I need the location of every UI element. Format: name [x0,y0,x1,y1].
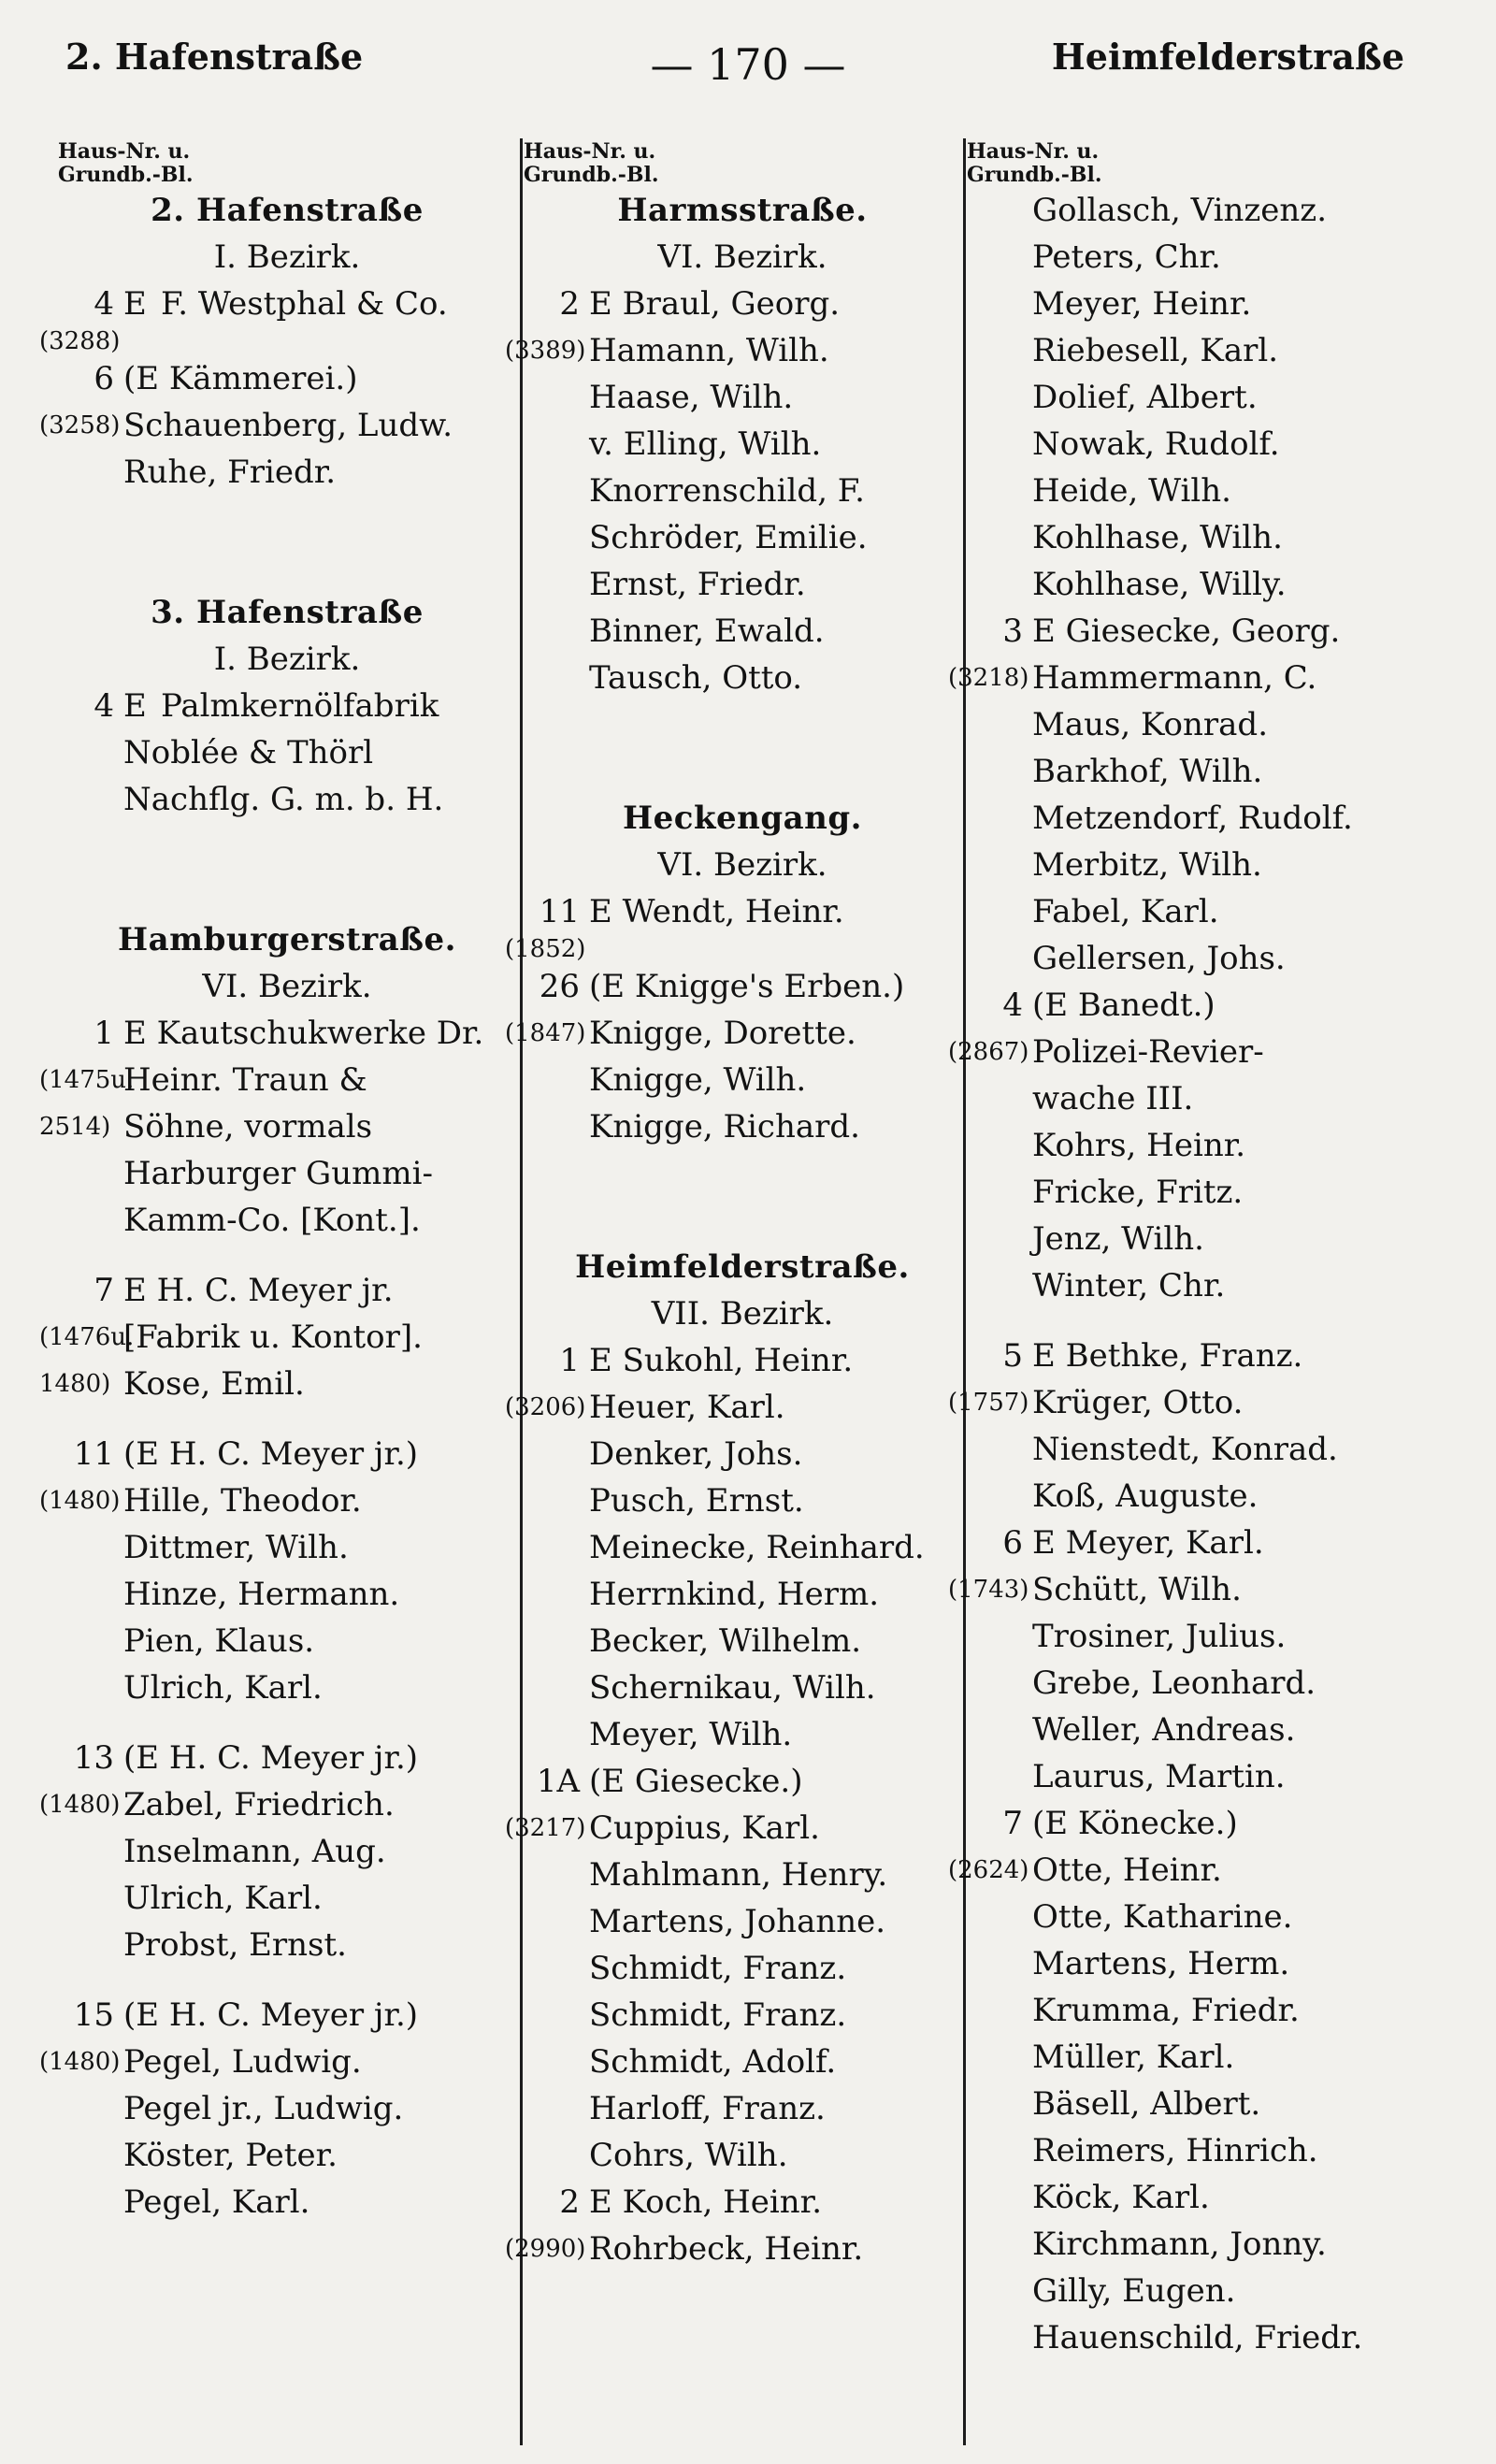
entry-line [524,281,961,327]
owner-name: E Meyer, Karl. [1032,1524,1264,1562]
resident-name: Palmkernölfabrik [161,687,439,725]
column-rule [963,138,966,2445]
entry-line [524,1524,961,1571]
column-3 [948,139,1462,2361]
district-heading: I. Bezirk. [213,641,361,678]
resident-name: Söhne, vormals [123,1108,373,1146]
register-number: (3389) [505,337,586,365]
entry-line [58,1875,516,1922]
entry-line [524,514,961,561]
entry-line [58,2179,516,2226]
column-heading-line: Haus-Nr. u. [967,139,1100,164]
entry-line [39,1057,516,1103]
entry-line [58,1524,516,1571]
owner-marker: E [123,285,147,323]
entry-line [58,2132,516,2179]
entry-line [524,1758,961,1805]
entry-line [58,1150,516,1197]
entry-line [58,1010,516,1057]
resident-name: Kamm-Co. [Kont.]. [123,1202,421,1239]
resident-name: Pien, Klaus. [123,1622,315,1660]
entry-line [948,655,1462,701]
register-number: (1743) [948,1576,1029,1604]
resident-name: Krumma, Friedr. [1032,1992,1300,2029]
resident-name: Schmidt, Adolf. [589,2043,837,2081]
entry-line [505,2226,961,2272]
entry-line [967,1333,1462,1379]
register-number: (1476u. [39,1323,135,1351]
entry-line [58,1992,516,2039]
entry-line [524,1852,961,1898]
entry-line [58,1431,516,1477]
entry-line [948,1379,1462,1426]
entry-line [58,1922,516,1968]
entry-line [524,1945,961,1992]
resident-name: Nienstedt, Konrad. [1032,1431,1338,1468]
resident-name: Hille, Theodor. [123,1482,362,1520]
entry-line [39,1781,516,1828]
house-number: 7 [94,1272,114,1309]
register-number: (2867) [948,1038,1029,1066]
resident-name: Rohrbeck, Heinr. [589,2230,864,2268]
owner-name: (E H. C. Meyer jr.) [123,1739,419,1777]
column-heading [58,140,516,187]
entry-line [524,421,961,468]
street-heading: Harmsstraße. [617,192,868,229]
resident-name: Pusch, Ernst. [589,1482,804,1520]
page-number: — 170 — [650,39,846,90]
owner-name: E Wendt, Heinr. [589,893,844,930]
column-heading-line: Grundb.-Bl. [58,163,194,187]
entry-line [967,1940,1462,1987]
register-number: (2624) [948,1856,1029,1884]
resident-name: Metzendorf, Rudolf. [1032,800,1353,837]
entry-line [948,1029,1462,1075]
entry-line [967,1894,1462,1940]
resident-name: Grebe, Leonhard. [1032,1664,1316,1702]
resident-name: Denker, Johs. [589,1435,803,1473]
register-number: (1852) [505,935,586,963]
resident-name: Pegel jr., Ludwig. [123,2090,404,2127]
house-number: 6 [1002,1524,1023,1562]
house-number: 6 [94,360,114,397]
entry-line [58,1828,516,1875]
district-heading: VI. Bezirk. [202,968,372,1005]
owner-name: E Bethke, Franz. [1032,1337,1303,1375]
house-number: 3 [1002,612,1023,650]
entry-line [58,683,516,729]
resident-name: Tausch, Otto. [589,659,803,697]
resident-name: v. Elling, Wilh. [589,425,822,463]
owner-name: (E H. C. Meyer jr.) [123,1435,419,1473]
resident-name: Peters, Chr. [1032,238,1221,276]
entry-line [524,1571,961,1618]
house-number: 7 [1002,1805,1023,1842]
entry-line [967,2034,1462,2081]
resident-name: Schmidt, Franz. [589,1996,847,2034]
resident-name: Koß, Auguste. [1032,1477,1259,1515]
resident-name: Knorrenschild, F. [589,472,865,510]
resident-name: Knigge, Dorette. [589,1015,856,1052]
house-number: 11 [73,1435,114,1473]
entry-line [967,421,1462,468]
resident-name: Bäsell, Albert. [1032,2085,1261,2123]
entry-line [524,374,961,421]
resident-name: Martens, Johanne. [589,1903,886,1940]
column-heading-line: Haus-Nr. u. [524,139,656,164]
resident-name: Barkhof, Wilh. [1032,753,1263,790]
entry-line [967,795,1462,842]
resident-name: [Fabrik u. Kontor]. [123,1318,423,1356]
resident-name: F. Westphal & Co. [161,285,448,323]
entry-line [967,561,1462,608]
owner-name: E H. C. Meyer jr. [123,1272,394,1309]
entry-line [967,514,1462,561]
resident-name: Merbitz, Wilh. [1032,846,1262,884]
entry-line [967,1169,1462,1216]
resident-name: Becker, Wilhelm. [589,1622,862,1660]
entry-line [524,1898,961,1945]
entry-line [524,655,961,701]
column-heading [524,140,961,187]
entry-line [524,888,961,935]
street-heading: Heckengang. [622,800,862,837]
resident-name: Krüger, Otto. [1032,1384,1244,1421]
entry-line [967,374,1462,421]
register-number: (1480) [39,1791,121,1819]
entry-line [967,1753,1462,1800]
entry-line [948,1566,1462,1613]
resident-name: Jenz, Wilh. [1032,1220,1204,1258]
entry-line [58,449,516,496]
resident-name: Inselmann, Aug. [123,1833,386,1870]
resident-name: Schmidt, Franz. [589,1950,847,1987]
entry-line [967,982,1462,1029]
entry-line [58,729,516,776]
resident-name: Noblée & Thörl [123,734,374,771]
entry-line [58,2085,516,2132]
register-number: (1480) [39,2048,121,2076]
resident-name: Gilly, Eugen. [1032,2272,1236,2310]
resident-name: Gellersen, Johs. [1032,940,1286,977]
entry-line [58,1571,516,1618]
owner-name: (E Könecke.) [1032,1805,1238,1842]
resident-name: Nowak, Rudolf. [1032,425,1280,463]
entry-line [39,2039,516,2085]
entry-line [58,1664,516,1711]
resident-name: Harloff, Franz. [589,2090,826,2127]
resident-name: Trosiner, Julius. [1032,1618,1287,1655]
resident-name: Gollasch, Vinzenz. [1032,192,1328,229]
house-number: 1 [559,1342,580,1379]
entry-line [39,1361,516,1407]
house-number: 1 [94,1015,114,1052]
column-heading-line: Haus-Nr. u. [58,139,191,164]
resident-name: Otte, Heinr. [1032,1852,1222,1889]
entry-line [967,468,1462,514]
entry-line [58,1618,516,1664]
entry-line [967,1660,1462,1707]
column-1 [39,139,516,2226]
resident-name: Winter, Chr. [1032,1267,1226,1304]
owner-name: (E Giesecke.) [589,1763,803,1800]
resident-name: Knigge, Wilh. [589,1061,807,1099]
register-number: (1847) [505,1019,586,1047]
entry-line [524,468,961,514]
resident-name: Meinecke, Reinhard. [589,1529,925,1566]
entry-line [524,2179,961,2226]
running-header-left: 2. Hafenstraße [65,36,364,78]
entry-line [39,1103,516,1150]
column-heading [967,140,1462,187]
resident-name: wache III. [1032,1080,1194,1117]
entry-line [39,402,516,449]
entry-line [505,1384,961,1431]
entry-line [967,1426,1462,1473]
resident-name: Kose, Emil. [123,1365,305,1403]
register-number: (2990) [505,2235,586,2263]
entry-line [39,327,516,355]
register-number: (3218) [948,664,1029,692]
resident-name: Hamann, Wilh. [589,332,829,369]
entry-line [948,1847,1462,1894]
resident-name: Köster, Peter. [123,2137,338,2174]
entry-line [967,327,1462,374]
entry-line [967,1613,1462,1660]
owner-name: E Koch, Heinr. [589,2183,823,2221]
resident-name: Haase, Wilh. [589,379,794,416]
resident-name: Hammermann, C. [1032,659,1317,697]
entry-line [967,1707,1462,1753]
resident-name: Polizei-Revier- [1032,1033,1264,1071]
house-number: 4 [1002,987,1023,1024]
owner-name: (E H. C. Meyer jr.) [123,1996,419,2034]
register-number: (3217) [505,1814,586,1842]
resident-name: Schauenberg, Ludw. [123,407,453,444]
entry-line [524,1057,961,1103]
resident-name: Ernst, Friedr. [589,566,806,603]
house-number: 26 [539,968,580,1005]
register-number: (3206) [505,1393,586,1421]
column-heading-line: Grundb.-Bl. [524,163,659,187]
register-number: 1480) [39,1370,111,1398]
entry-line [967,1262,1462,1309]
entry-line [967,1075,1462,1122]
resident-name: Heide, Wilh. [1032,472,1231,510]
entry-line [505,935,961,963]
entry-line [524,1477,961,1524]
resident-name: Knigge, Richard. [589,1108,860,1146]
resident-name: Hinze, Hermann. [123,1576,400,1613]
register-number: (3288) [39,327,121,355]
resident-name: Reimers, Hinrich. [1032,2132,1318,2169]
resident-name: Schütt, Wilh. [1032,1571,1242,1608]
resident-name: Dittmer, Wilh. [123,1529,349,1566]
house-number: 4 [94,285,114,323]
resident-name: Herrnkind, Herm. [589,1576,880,1613]
register-number: (1757) [948,1389,1029,1417]
district-heading: VI. Bezirk. [657,238,827,276]
district-heading: VI. Bezirk. [657,846,827,884]
resident-name: Kirchmann, Jonny. [1032,2226,1327,2263]
entry-line [524,1664,961,1711]
resident-name: Meyer, Wilh. [589,1716,793,1753]
entry-line [967,1473,1462,1520]
entry-line [524,2132,961,2179]
resident-name: Kohlhase, Willy. [1032,566,1287,603]
entry-line [967,2081,1462,2127]
entry-line [39,1314,516,1361]
entry-line [967,2127,1462,2174]
column-rule [520,138,523,2445]
register-number: 2514) [39,1113,111,1141]
entry-line [967,187,1462,234]
resident-name: Hauenschild, Friedr. [1032,2319,1363,2356]
entry-line [967,748,1462,795]
resident-name: Kohrs, Heinr. [1032,1127,1246,1164]
register-number: (1480) [39,1487,121,1515]
entry-line [524,1711,961,1758]
entry-line [505,1805,961,1852]
entry-line [967,2221,1462,2268]
street-heading: 2. Hafenstraße [151,192,424,229]
resident-name: Harburger Gummi- [123,1155,433,1192]
resident-name: Nachflg. G. m. b. H. [123,781,444,818]
resident-name: Fricke, Fritz. [1032,1174,1244,1211]
entry-line [967,608,1462,655]
resident-name: Ulrich, Karl. [123,1669,323,1707]
owner-name: (E Kämmerei.) [123,360,358,397]
entry-line [505,327,961,374]
entry-line [58,281,516,327]
resident-name: Meyer, Heinr. [1032,285,1252,323]
resident-name: Mahlmann, Henry. [589,1856,888,1894]
entry-line [39,1477,516,1524]
entry-line [524,2085,961,2132]
resident-name: Riebesell, Karl. [1032,332,1279,369]
resident-name: Fabel, Karl. [1032,893,1219,930]
resident-name: Probst, Ernst. [123,1926,347,1964]
entry-line [967,1122,1462,1169]
resident-name: Pegel, Karl. [123,2183,310,2221]
resident-name: Schröder, Emilie. [589,519,868,556]
column-2 [505,139,961,2272]
entry-line [967,2268,1462,2314]
street-heading: Hamburgerstraße. [118,921,456,958]
entry-line [967,1987,1462,2034]
street-heading: 3. Hafenstraße [151,594,424,631]
entry-line [967,1520,1462,1566]
entry-line [967,1216,1462,1262]
resident-name: Maus, Konrad. [1032,706,1268,743]
running-header-right: Heimfelderstraße [1051,36,1404,78]
house-number: 4 [94,687,114,725]
resident-name: Köck, Karl. [1032,2179,1210,2216]
resident-name: Heinr. Traun & [123,1061,367,1099]
house-number: 13 [73,1739,114,1777]
resident-name: Schernikau, Wilh. [589,1669,876,1707]
entry-line [505,1010,961,1057]
entry-line [967,888,1462,935]
street-heading: Heimfelderstraße. [575,1248,910,1286]
entry-line [58,1735,516,1781]
column-heading-line: Grundb.-Bl. [967,163,1102,187]
owner-marker: E [123,687,147,725]
resident-name: Kohlhase, Wilh. [1032,519,1283,556]
entry-line [524,963,961,1010]
resident-name: Zabel, Friedrich. [123,1786,395,1823]
district-heading: VII. Bezirk. [651,1295,834,1333]
entry-line [58,355,516,402]
entry-line [967,2314,1462,2361]
entry-line [967,935,1462,982]
resident-name: Dolief, Albert. [1032,379,1258,416]
owner-name: E Giesecke, Georg. [1032,612,1341,650]
house-number: 2 [559,285,580,323]
entry-line [967,701,1462,748]
owner-name: (E Knigge's Erben.) [589,968,905,1005]
owner-name: E Kautschukwerke Dr. [123,1015,484,1052]
entry-line [524,2039,961,2085]
resident-name: Cuppius, Karl. [589,1809,820,1847]
district-heading: I. Bezirk. [213,238,361,276]
entry-line [524,1618,961,1664]
resident-name: Pegel, Ludwig. [123,2043,362,2081]
entry-line [524,1431,961,1477]
house-number: 15 [73,1996,114,2034]
resident-name: Laurus, Martin. [1032,1758,1286,1795]
resident-name: Martens, Herm. [1032,1945,1290,1982]
register-number: (1475u. [39,1066,135,1094]
entry-line [967,281,1462,327]
entry-line [524,608,961,655]
resident-name: Binner, Ewald. [589,612,825,650]
register-number: (3258) [39,411,121,439]
entry-line [524,1992,961,2039]
resident-name: Müller, Karl. [1032,2039,1235,2076]
entry-line [524,561,961,608]
entry-line [58,1267,516,1314]
resident-name: Cohrs, Wilh. [589,2137,788,2174]
entry-line [524,1337,961,1384]
owner-name: (E Banedt.) [1032,987,1216,1024]
entry-line [967,842,1462,888]
entry-line [967,2174,1462,2221]
house-number: 1A [536,1763,580,1800]
resident-name: Ulrich, Karl. [123,1880,323,1917]
owner-name: E Braul, Georg. [589,285,841,323]
owner-name: E Sukohl, Heinr. [589,1342,854,1379]
resident-name: Otte, Katharine. [1032,1898,1293,1936]
house-number: 2 [559,2183,580,2221]
entry-line [524,1103,961,1150]
entry-line [58,776,516,823]
resident-name: Ruhe, Friedr. [123,454,337,491]
resident-name: Weller, Andreas. [1032,1711,1296,1749]
house-number: 5 [1002,1337,1023,1375]
entry-line [967,1800,1462,1847]
entry-line [967,234,1462,281]
entry-line [58,1197,516,1244]
house-number: 11 [539,893,580,930]
resident-name: Heuer, Karl. [589,1389,785,1426]
